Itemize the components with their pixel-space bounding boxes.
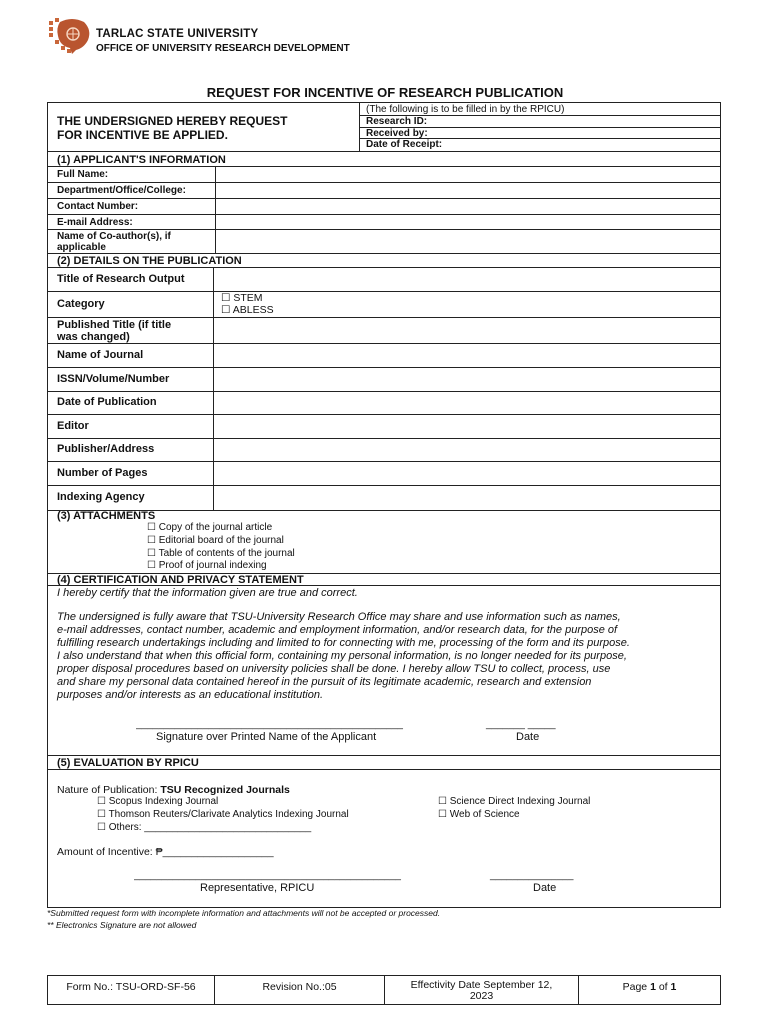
section3-title: (3) ATTACHMENTS [57, 510, 156, 522]
request-text-line2: FOR INCENTIVE BE APPLIED. [57, 128, 228, 142]
amount-of-incentive[interactable]: Amount of Incentive: ₱___________________ [57, 846, 274, 858]
footer-effectivity [385, 975, 579, 1005]
note-esignature: ** Electronics Signature are not allowed [47, 920, 197, 930]
footer-page [579, 975, 721, 1005]
page-prefix: Page [622, 981, 651, 993]
journal-label: Name of Journal [57, 349, 144, 361]
publisher-label: Publisher/Address [57, 443, 155, 455]
certify-statement: I hereby certify that the information given are true and correct. [57, 587, 358, 599]
scopus-checkbox[interactable]: ☐ Scopus Indexing Journal [97, 796, 219, 807]
department-label: Department/Office/College: [57, 185, 186, 196]
effectivity-line1: Effectivity Date September 12, [410, 979, 553, 991]
representative-date-label: Date [533, 882, 557, 894]
coauthor-label-line2: applicable [57, 242, 106, 253]
attachment-table-of-contents[interactable]: ☐ Table of contents of the journal [147, 548, 295, 559]
request-text-line1: THE UNDERSIGNED HEREBY REQUEST [57, 114, 288, 128]
editor-label: Editor [57, 420, 89, 432]
nature-value: TSU Recognized Journals [160, 784, 290, 796]
category-label: Category [57, 298, 105, 310]
contact-label: Contact Number: [57, 201, 139, 212]
date-receipt-label: Date of Receipt: [366, 139, 443, 150]
privacy-line6: and share my personal data contained hereof in the pursuit of its legitimate academic, research and extension [57, 676, 592, 688]
signature-label: Signature over Printed Name of the Applicant [156, 731, 377, 743]
section5-title: (5) EVALUATION BY RPICU [57, 757, 199, 769]
privacy-line5: proper disposal procedures based on university policies shall be done. I hereby allow TSU to collect, process, use [57, 663, 611, 675]
privacy-line1: The undersigned is fully aware that TSU-University Research Office may share and use information such as names, [57, 611, 621, 623]
note-incomplete: *Submitted request form with incomplete information and attachments will not be accepted or processed. [47, 908, 441, 918]
university-logo [46, 16, 94, 56]
form-title: REQUEST FOR INCENTIVE OF RESEARCH PUBLICATION [206, 85, 564, 100]
date-publication-label: Date of Publication [57, 396, 157, 408]
effectivity-line2: 2023 [469, 990, 494, 1002]
research-id-label: Research ID: [366, 116, 428, 127]
privacy-line7: purposes and/or interests as an educational institution. [57, 689, 323, 701]
section4-title: (4) CERTIFICATION AND PRIVACY STATEMENT [57, 574, 304, 586]
privacy-line3: fulfilling research undertakings including and limited to for connecting with me, processing of the form and its purpose. [57, 637, 630, 649]
published-title-label-line2: was changed) [57, 331, 130, 343]
title-output-label: Title of Research Output [57, 273, 185, 285]
applicant-date-label: Date [516, 731, 540, 743]
received-by-label: Received by: [366, 128, 428, 139]
attachment-editorial-board[interactable]: ☐ Editorial board of the journal [147, 535, 284, 546]
coauthor-label-line1: Name of Co-author(s), if [57, 231, 171, 242]
university-name: TARLAC STATE UNIVERSITY [96, 28, 259, 40]
indexing-label: Indexing Agency [57, 491, 145, 503]
form-table [47, 102, 721, 908]
email-label: E-mail Address: [57, 217, 133, 228]
published-title-label-line1: Published Title (if title [57, 319, 172, 331]
section1-title: (1) APPLICANT'S INFORMATION [57, 154, 226, 166]
section2-title: (2) DETAILS ON THE PUBLICATION [57, 255, 242, 267]
applicant-date-line[interactable]: _______ _____ [486, 719, 556, 730]
nature-of-publication [57, 784, 290, 796]
representative-date-line[interactable]: _______________ [490, 870, 574, 881]
stem-checkbox[interactable]: ☐ STEM [221, 292, 263, 304]
thomson-checkbox[interactable]: ☐ Thomson Reuters/Clarivate Analytics Indexing Journal [97, 809, 349, 820]
footer-form-no: Form No.: TSU-ORD-SF-56 [47, 975, 215, 1005]
rpicu-note: (The following is to be filled in by the RPICU) [366, 104, 565, 115]
science-direct-checkbox[interactable]: ☐ Science Direct Indexing Journal [438, 796, 591, 807]
full-name-label: Full Name: [57, 169, 109, 180]
applicant-signature-line[interactable]: ________________________________________________ [136, 719, 403, 730]
page-total: 1 [670, 981, 677, 993]
attachment-proof-indexing[interactable]: ☐ Proof of journal indexing [147, 560, 267, 571]
representative-signature-line[interactable]: ________________________________________________ [134, 870, 401, 881]
issn-label: ISSN/Volume/Number [57, 373, 170, 385]
web-of-science-checkbox[interactable]: ☐ Web of Science [438, 809, 520, 820]
pages-label: Number of Pages [57, 467, 148, 479]
footer-revision: Revision No.:05 [215, 975, 385, 1005]
representative-label: Representative, RPICU [200, 882, 315, 894]
page-of: of [655, 981, 671, 993]
page-number: 1 [650, 981, 656, 993]
privacy-line4: I also understand that when this official form, containing my personal information, is no longer needed for its purpose, [57, 650, 627, 662]
abless-checkbox[interactable]: ☐ ABLESS [221, 304, 274, 316]
attachment-journal-article[interactable]: ☐ Copy of the journal article [147, 522, 273, 533]
privacy-line2: e-mail addresses, contact number, academic and employment information, and/or research data, for the purpose of [57, 624, 618, 636]
nature-label: Nature of Publication: [57, 784, 161, 796]
others-checkbox[interactable]: ☐ Others: ______________________________ [97, 822, 312, 833]
office-name: OFFICE OF UNIVERSITY RESEARCH DEVELOPMENT [96, 43, 350, 54]
